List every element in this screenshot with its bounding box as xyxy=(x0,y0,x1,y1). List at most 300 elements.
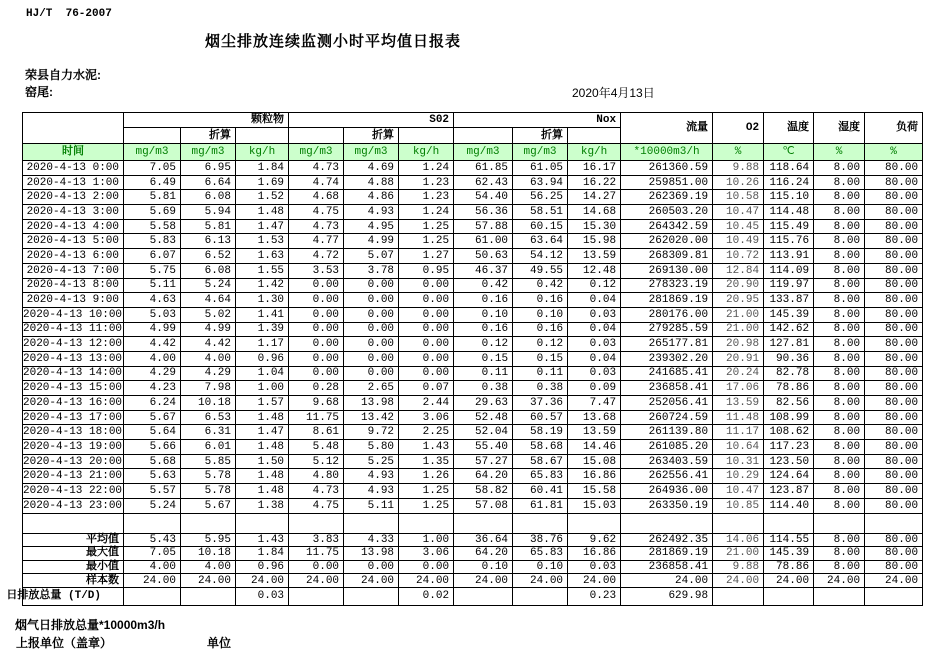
blank-cell xyxy=(181,513,236,533)
value-cell: 13.59 xyxy=(713,396,764,411)
value-cell: 15.30 xyxy=(568,219,621,234)
value-cell: 116.24 xyxy=(764,175,814,190)
value-cell: 264936.00 xyxy=(621,484,713,499)
value-cell: 11.17 xyxy=(713,425,764,440)
value-cell: 21.00 xyxy=(713,322,764,337)
value-cell: 0.11 xyxy=(513,366,568,381)
value-cell: 1.24 xyxy=(399,161,454,176)
value-cell: 4.75 xyxy=(289,498,344,513)
data-row xyxy=(23,366,923,381)
value-cell: 13.42 xyxy=(344,410,399,425)
value-cell: 4.64 xyxy=(181,293,236,308)
report-date: 2020年4月13日 xyxy=(572,86,655,100)
value-cell: 80.00 xyxy=(865,396,923,411)
value-cell: 0.03 xyxy=(236,587,289,605)
value-cell: 0.10 xyxy=(513,560,568,574)
value-cell: 1.50 xyxy=(236,454,289,469)
value-cell: 13.98 xyxy=(344,547,399,561)
value-cell: 118.64 xyxy=(764,161,814,176)
value-cell: 1.26 xyxy=(399,469,454,484)
value-cell: 1.25 xyxy=(399,484,454,499)
value-cell: 24.00 xyxy=(713,574,764,588)
value-cell: 10.26 xyxy=(713,175,764,190)
value-cell: 262369.19 xyxy=(621,190,713,205)
blank-cell xyxy=(289,128,344,144)
value-cell: 1.23 xyxy=(399,190,454,205)
value-cell: 1.63 xyxy=(236,249,289,264)
summary-row xyxy=(23,574,923,588)
value-cell: 8.00 xyxy=(814,440,865,455)
value-cell: 3.06 xyxy=(399,410,454,425)
value-cell: 0.12 xyxy=(568,278,621,293)
value-cell: 261139.80 xyxy=(621,425,713,440)
value-cell: 5.02 xyxy=(181,307,236,322)
value-cell: 6.49 xyxy=(124,175,181,190)
value-cell: 145.39 xyxy=(764,307,814,322)
value-cell: 10.29 xyxy=(713,469,764,484)
value-cell: 124.64 xyxy=(764,469,814,484)
value-cell: 0.00 xyxy=(344,337,399,352)
unit-nox-kg: kg/h xyxy=(568,144,621,161)
value-cell: 262492.35 xyxy=(621,533,713,547)
value-cell: 24.00 xyxy=(513,574,568,588)
value-cell: 9.88 xyxy=(713,560,764,574)
value-cell: 5.12 xyxy=(289,454,344,469)
summary-label: 最大值 xyxy=(23,547,124,561)
value-cell: 1.00 xyxy=(399,533,454,547)
value-cell: 80.00 xyxy=(865,249,923,264)
value-cell: 4.88 xyxy=(344,175,399,190)
value-cell: 0.16 xyxy=(513,322,568,337)
value-cell: 4.00 xyxy=(124,560,181,574)
value-cell: 8.00 xyxy=(814,366,865,381)
value-cell: 4.69 xyxy=(344,161,399,176)
value-cell: 1.39 xyxy=(236,322,289,337)
value-cell: 1.47 xyxy=(236,425,289,440)
value-cell: 9.68 xyxy=(289,396,344,411)
data-row xyxy=(23,454,923,469)
value-cell: 20.90 xyxy=(713,278,764,293)
time-cell: 2020-4-13 9:00 xyxy=(23,293,124,308)
time-cell: 2020-4-13 12:00 xyxy=(23,338,123,351)
value-cell: 12.84 xyxy=(713,263,764,278)
value-cell: 9.88 xyxy=(713,161,764,176)
col-header-load: 负荷 xyxy=(865,113,923,144)
value-cell xyxy=(181,587,236,605)
value-cell: 1.04 xyxy=(236,366,289,381)
value-cell: 4.99 xyxy=(344,234,399,249)
value-cell: 0.42 xyxy=(513,278,568,293)
value-cell: 4.93 xyxy=(344,484,399,499)
value-cell: 8.00 xyxy=(814,454,865,469)
value-cell: 0.00 xyxy=(399,337,454,352)
value-cell: 78.86 xyxy=(764,381,814,396)
value-cell: 0.03 xyxy=(568,366,621,381)
value-cell: 0.00 xyxy=(399,293,454,308)
time-cell: 2020-4-13 17:00 xyxy=(23,411,123,424)
value-cell: 123.50 xyxy=(764,454,814,469)
value-cell: 8.00 xyxy=(814,161,865,176)
value-cell: 3.53 xyxy=(289,263,344,278)
value-cell: 58.68 xyxy=(513,440,568,455)
unit-load-percent: % xyxy=(865,144,923,161)
unit-humidity-percent: % xyxy=(814,144,865,161)
value-cell: 280176.00 xyxy=(621,307,713,322)
value-cell: 15.08 xyxy=(568,454,621,469)
value-cell: 64.20 xyxy=(454,547,513,561)
value-cell: 29.63 xyxy=(454,396,513,411)
value-cell: 8.00 xyxy=(814,533,865,547)
group-header-row xyxy=(23,113,923,128)
value-cell: 8.00 xyxy=(814,278,865,293)
standard-number: HJ/T 76-2007 xyxy=(26,8,112,20)
value-cell: 6.08 xyxy=(181,190,236,205)
blank-cell xyxy=(124,513,181,533)
value-cell: 54.40 xyxy=(454,190,513,205)
value-cell: 80.00 xyxy=(865,205,923,220)
value-cell: 17.06 xyxy=(713,381,764,396)
value-cell: 15.98 xyxy=(568,234,621,249)
value-cell: 58.19 xyxy=(513,425,568,440)
blank-cell xyxy=(513,513,568,533)
table-body xyxy=(6,161,923,606)
value-cell: 4.63 xyxy=(124,293,181,308)
unit-so2-mg: mg/m3 xyxy=(289,144,344,161)
value-cell: 119.97 xyxy=(764,278,814,293)
value-cell: 4.77 xyxy=(289,234,344,249)
value-cell: 8.61 xyxy=(289,425,344,440)
unit-header-row xyxy=(23,144,923,161)
value-cell: 115.76 xyxy=(764,234,814,249)
value-cell: 0.42 xyxy=(454,278,513,293)
value-cell: 114.48 xyxy=(764,205,814,220)
value-cell: 3.06 xyxy=(399,547,454,561)
value-cell: 0.12 xyxy=(513,337,568,352)
value-cell: 24.00 xyxy=(568,574,621,588)
data-row xyxy=(23,293,923,308)
value-cell: 1.53 xyxy=(236,234,289,249)
value-cell: 1.48 xyxy=(236,469,289,484)
spacer-row xyxy=(23,513,923,533)
unit-o2-percent: % xyxy=(713,144,764,161)
value-cell: 261085.20 xyxy=(621,440,713,455)
value-cell: 8.00 xyxy=(814,293,865,308)
value-cell: 5.94 xyxy=(181,205,236,220)
value-cell: 115.49 xyxy=(764,219,814,234)
value-cell: 4.93 xyxy=(344,205,399,220)
value-cell: 50.63 xyxy=(454,249,513,264)
corner-cell xyxy=(23,113,124,144)
blank-cell xyxy=(764,513,814,533)
value-cell: 0.16 xyxy=(454,293,513,308)
value-cell: 1.55 xyxy=(236,263,289,278)
time-cell: 2020-4-13 20:00 xyxy=(23,455,123,468)
value-cell: 279285.59 xyxy=(621,322,713,337)
value-cell: 1.57 xyxy=(236,396,289,411)
value-cell: 38.76 xyxy=(513,533,568,547)
value-cell: 1.41 xyxy=(236,307,289,322)
value-cell: 20.24 xyxy=(713,366,764,381)
value-cell: 4.95 xyxy=(344,219,399,234)
value-cell: 0.00 xyxy=(399,278,454,293)
value-cell: 8.00 xyxy=(814,498,865,513)
value-cell: 2.25 xyxy=(399,425,454,440)
value-cell: 24.00 xyxy=(344,574,399,588)
value-cell: 4.68 xyxy=(289,190,344,205)
data-row xyxy=(23,234,923,249)
value-cell: 80.00 xyxy=(865,454,923,469)
value-cell: 262556.41 xyxy=(621,469,713,484)
value-cell: 60.57 xyxy=(513,410,568,425)
value-cell: 24.00 xyxy=(814,574,865,588)
value-cell: 5.85 xyxy=(181,454,236,469)
value-cell xyxy=(764,587,814,605)
value-cell: 0.00 xyxy=(344,560,399,574)
value-cell: 0.03 xyxy=(568,337,621,352)
value-cell: 24.00 xyxy=(289,574,344,588)
time-cell: 2020-4-13 16:00 xyxy=(23,396,123,409)
converted-label-so2: 折算 xyxy=(344,128,399,144)
value-cell: 54.12 xyxy=(513,249,568,264)
time-cell: 2020-4-13 10:00 xyxy=(23,308,123,321)
value-cell: 6.31 xyxy=(181,425,236,440)
value-cell: 80.00 xyxy=(865,190,923,205)
value-cell: 10.85 xyxy=(713,498,764,513)
value-cell: 10.49 xyxy=(713,234,764,249)
value-cell: 9.72 xyxy=(344,425,399,440)
value-cell: 1.27 xyxy=(399,249,454,264)
value-cell: 63.94 xyxy=(513,175,568,190)
value-cell: 1.35 xyxy=(399,454,454,469)
summary-label: 平均值 xyxy=(23,533,124,547)
value-cell: 4.73 xyxy=(289,161,344,176)
value-cell: 80.00 xyxy=(865,234,923,249)
value-cell: 64.20 xyxy=(454,469,513,484)
value-cell: 13.98 xyxy=(344,396,399,411)
value-cell: 1.47 xyxy=(236,219,289,234)
time-cell: 2020-4-13 1:00 xyxy=(23,175,124,190)
value-cell: 80.00 xyxy=(865,381,923,396)
value-cell: 24.00 xyxy=(181,574,236,588)
daily-total-label-text: 日排放总量 (T/D) xyxy=(6,590,101,603)
time-cell: 2020-4-13 6:00 xyxy=(23,249,124,264)
footer-unit-label: 单位 xyxy=(207,636,232,650)
value-cell: 5.83 xyxy=(124,234,181,249)
col-header-flow: 流量 xyxy=(621,113,713,144)
data-row xyxy=(23,278,923,293)
value-cell: 21.00 xyxy=(713,547,764,561)
value-cell: 8.00 xyxy=(814,484,865,499)
value-cell: 82.78 xyxy=(764,366,814,381)
value-cell: 52.04 xyxy=(454,425,513,440)
data-row xyxy=(23,161,923,176)
blank-cell xyxy=(236,128,289,144)
data-row xyxy=(23,249,923,264)
value-cell: 3.78 xyxy=(344,263,399,278)
value-cell: 0.12 xyxy=(454,337,513,352)
value-cell: 0.00 xyxy=(399,322,454,337)
value-cell: 261360.59 xyxy=(621,161,713,176)
value-cell: 8.00 xyxy=(814,469,865,484)
blank-cell xyxy=(23,513,124,533)
blank-cell xyxy=(568,513,621,533)
value-cell: 4.73 xyxy=(289,219,344,234)
value-cell: 49.55 xyxy=(513,263,568,278)
value-cell: 269130.00 xyxy=(621,263,713,278)
value-cell: 13.59 xyxy=(568,249,621,264)
value-cell: 1.24 xyxy=(399,205,454,220)
value-cell: 4.42 xyxy=(124,337,181,352)
col-group-nox: Nox xyxy=(454,113,621,128)
value-cell xyxy=(513,587,568,605)
blank-cell xyxy=(568,128,621,144)
value-cell xyxy=(814,587,865,605)
value-cell: 5.67 xyxy=(124,410,181,425)
value-cell: 7.98 xyxy=(181,381,236,396)
site-name: 窑尾: xyxy=(25,85,53,99)
value-cell: 4.00 xyxy=(124,351,181,366)
value-cell: 61.05 xyxy=(513,161,568,176)
value-cell: 1.25 xyxy=(399,219,454,234)
value-cell: 90.36 xyxy=(764,351,814,366)
data-row xyxy=(23,410,923,425)
value-cell: 0.15 xyxy=(454,351,513,366)
value-cell: 0.02 xyxy=(399,587,454,605)
value-cell: 80.00 xyxy=(865,219,923,234)
value-cell: 0.10 xyxy=(513,307,568,322)
data-row xyxy=(23,396,923,411)
value-cell: 46.37 xyxy=(454,263,513,278)
value-cell: 8.00 xyxy=(814,263,865,278)
value-cell: 13.59 xyxy=(568,425,621,440)
value-cell: 1.43 xyxy=(236,533,289,547)
value-cell: 36.64 xyxy=(454,533,513,547)
value-cell: 4.80 xyxy=(289,469,344,484)
value-cell: 11.75 xyxy=(289,547,344,561)
value-cell: 57.08 xyxy=(454,498,513,513)
value-cell: 4.99 xyxy=(124,322,181,337)
value-cell: 236858.41 xyxy=(621,381,713,396)
value-cell: 5.24 xyxy=(181,278,236,293)
data-row xyxy=(23,175,923,190)
value-cell: 58.82 xyxy=(454,484,513,499)
blank-cell xyxy=(344,513,399,533)
value-cell: 108.62 xyxy=(764,425,814,440)
value-cell: 80.00 xyxy=(865,440,923,455)
data-row xyxy=(23,440,923,455)
data-row xyxy=(23,219,923,234)
value-cell: 8.00 xyxy=(814,337,865,352)
value-cell: 0.09 xyxy=(568,381,621,396)
value-cell: 1.25 xyxy=(399,234,454,249)
value-cell: 4.86 xyxy=(344,190,399,205)
value-cell: 260503.20 xyxy=(621,205,713,220)
value-cell: 133.87 xyxy=(764,293,814,308)
value-cell: 0.16 xyxy=(454,322,513,337)
value-cell: 1.48 xyxy=(236,205,289,220)
data-row xyxy=(23,322,923,337)
value-cell: 4.29 xyxy=(124,366,181,381)
value-cell: 1.48 xyxy=(236,410,289,425)
value-cell xyxy=(713,587,764,605)
footer-flow-note: 烟气日排放总量*10000m3/h xyxy=(15,618,166,632)
summary-label: 样本数 xyxy=(23,574,124,588)
value-cell: 80.00 xyxy=(865,547,923,561)
value-cell: 5.66 xyxy=(124,440,181,455)
value-cell: 0.00 xyxy=(399,351,454,366)
value-cell: 4.74 xyxy=(289,175,344,190)
value-cell xyxy=(865,587,923,605)
summary-row xyxy=(23,560,923,574)
value-cell: 114.55 xyxy=(764,533,814,547)
value-cell: 12.48 xyxy=(568,263,621,278)
value-cell: 80.00 xyxy=(865,161,923,176)
value-cell: 6.07 xyxy=(124,249,181,264)
value-cell: 8.00 xyxy=(814,307,865,322)
value-cell: 5.80 xyxy=(344,440,399,455)
value-cell: 145.39 xyxy=(764,547,814,561)
value-cell: 16.86 xyxy=(568,469,621,484)
data-row xyxy=(23,263,923,278)
value-cell: 65.83 xyxy=(513,547,568,561)
value-cell: 6.13 xyxy=(181,234,236,249)
value-cell: 10.18 xyxy=(181,547,236,561)
value-cell xyxy=(289,587,344,605)
value-cell: 24.00 xyxy=(236,574,289,588)
summary-row xyxy=(23,533,923,547)
value-cell: 0.00 xyxy=(344,322,399,337)
value-cell: 263403.59 xyxy=(621,454,713,469)
value-cell: 15.58 xyxy=(568,484,621,499)
blank-cell xyxy=(713,513,764,533)
value-cell: 7.05 xyxy=(124,161,181,176)
value-cell: 61.85 xyxy=(454,161,513,176)
value-cell: 16.86 xyxy=(568,547,621,561)
value-cell: 5.81 xyxy=(124,190,181,205)
value-cell: 11.75 xyxy=(289,410,344,425)
value-cell: 6.24 xyxy=(124,396,181,411)
value-cell: 6.01 xyxy=(181,440,236,455)
value-cell: 80.00 xyxy=(865,307,923,322)
value-cell: 0.10 xyxy=(454,307,513,322)
value-cell: 21.00 xyxy=(713,307,764,322)
unit-flow: *10000m3/h xyxy=(621,144,713,161)
value-cell: 10.64 xyxy=(713,440,764,455)
unit-celsius: ℃ xyxy=(764,144,814,161)
value-cell: 5.69 xyxy=(124,205,181,220)
data-row xyxy=(23,469,923,484)
time-cell: 2020-4-13 23:00 xyxy=(23,499,123,512)
value-cell: 5.75 xyxy=(124,263,181,278)
blank-cell xyxy=(454,513,513,533)
value-cell: 16.17 xyxy=(568,161,621,176)
time-cell: 2020-4-13 18:00 xyxy=(23,426,123,439)
col-group-so2: S02 xyxy=(289,113,454,128)
value-cell: 56.25 xyxy=(513,190,568,205)
value-cell: 5.57 xyxy=(124,484,181,499)
value-cell: 0.96 xyxy=(236,560,289,574)
unit-so2-kg: kg/h xyxy=(399,144,454,161)
unit-so2-conv-mg: mg/m3 xyxy=(344,144,399,161)
value-cell: 0.00 xyxy=(289,560,344,574)
col-header-temperature: 温度 xyxy=(764,113,814,144)
value-cell: 1.69 xyxy=(236,175,289,190)
value-cell: 0.00 xyxy=(344,307,399,322)
value-cell: 264342.59 xyxy=(621,219,713,234)
value-cell: 80.00 xyxy=(865,322,923,337)
value-cell: 57.27 xyxy=(454,454,513,469)
value-cell: 5.24 xyxy=(124,498,181,513)
